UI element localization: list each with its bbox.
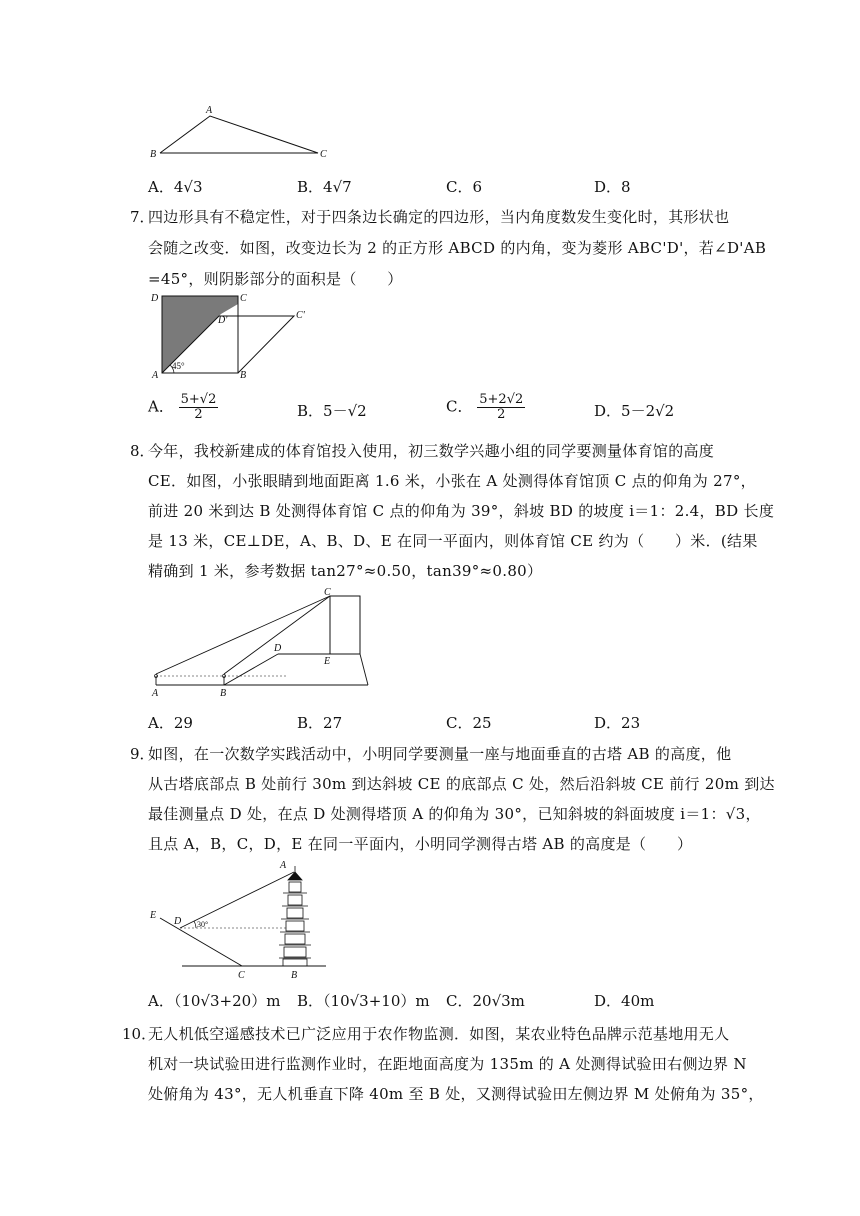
q6-label-b: B [150, 149, 157, 160]
q7-option-b: 5－√2 [323, 402, 367, 420]
q9-pagoda-figure [146, 860, 336, 982]
q6-option-d: 8 [621, 178, 631, 196]
q7-label-cprime: C' [296, 310, 305, 321]
q6-option-b-letter: B． [297, 178, 324, 196]
q7-label-c: C [240, 293, 247, 304]
q9-option-d: 40m [621, 992, 655, 1010]
q7-option-b-letter: B． [297, 402, 324, 420]
q10-text-line-3: 处俯角为 43°，无人机垂直下降 40m 至 B 处，又测得试验田左侧边界 M 处俯角为 35°， [148, 1085, 764, 1103]
q8-label-b: B [220, 688, 227, 699]
q9-option-d-letter: D． [594, 992, 622, 1010]
q9-text-line-4: 且点 A，B，C，D，E 在同一平面内，小明同学测得古塔 AB 的高度是（ ） [148, 835, 693, 853]
q7-label-dprime: D' [218, 315, 228, 326]
q6-option-a: 4√3 [173, 178, 203, 196]
q10-text-line-1: 无人机低空遥感技术已广泛应用于农作物监测．如图，某农业特色品牌示范基地用无人 [148, 1025, 730, 1043]
q7-text-line-1: 四边形具有不稳定性，对于四条边长确定的四边形，当内角度数发生变化时，其形状也 [148, 208, 730, 226]
q6-option-a-letter: A． [148, 178, 174, 196]
q9-label-b: B [291, 970, 298, 981]
q8-option-b: 27 [323, 714, 343, 732]
q10-text-line-2: 机对一块试验田进行监测作业时，在距地面高度为 135m 的 A 处测得试验田右侧边界 N [148, 1055, 747, 1073]
q7-text-line-3: =45°，则阴影部分的面积是（ ） [148, 270, 403, 288]
q7-option-a-denominator: 2 [194, 407, 203, 422]
q8-option-a: 29 [173, 714, 193, 732]
q7-option-c-denominator: 2 [497, 407, 506, 422]
q8-option-c-letter: C． [446, 714, 473, 732]
q6-option-b: 4√7 [323, 178, 352, 196]
q9-text-line-2: 从古塔底部点 B 处前行 30m 到达斜坡 CE 的底部点 C 处，然后沿斜坡 CE 前行 20m 到达 [148, 775, 775, 793]
q8-gym-figure [148, 586, 378, 704]
q9-option-b-letter: B． [297, 992, 324, 1010]
q6-label-c: C [320, 149, 327, 160]
q8-label-d: D [274, 643, 282, 654]
q9-number: 9． [130, 745, 155, 763]
q6-option-d-letter: D． [594, 178, 622, 196]
q7-option-a-numerator: 5+√2 [180, 392, 217, 407]
q8-text-line-4: 是 13 米，CE⊥DE，A、B、D、E 在同一平面内，则体育馆 CE 约为（ ）米．(结果 [148, 532, 758, 550]
q8-label-c: C [324, 587, 331, 598]
q9-label-c: C [238, 970, 245, 981]
q9-text-line-1: 如图，在一次数学实践活动中，小明同学要测量一座与地面垂直的古塔 AB 的高度，他 [148, 745, 732, 763]
pagoda-icon [279, 866, 311, 966]
q9-label-e: E [150, 910, 157, 921]
q6-label-a: A [206, 105, 213, 116]
q8-number: 8． [130, 442, 155, 460]
q8-text-line-3: 前进 20 米到达 B 处测得体育馆 C 点的仰角为 39°，斜坡 BD 的坡度 i＝1：2.4，BD 长度 [148, 502, 775, 520]
q8-text-line-1: 今年，我校新建成的体育馆投入使用，初三数学兴趣小组的同学要测量体育馆的高度 [148, 442, 715, 460]
q9-label-d: D [174, 916, 182, 927]
q6-option-c-letter: C． [446, 178, 473, 196]
q8-label-a: A [152, 688, 159, 699]
q7-option-a-letter: A． [148, 397, 174, 416]
q7-angle-label: 45° [172, 361, 185, 371]
q6-option-c: 6 [472, 178, 483, 196]
q7-text-line-2: 会随之改变．如图，改变边长为 2 的正方形 ABCD 的内角，变为菱形 ABC'D'，若∠D'AB [148, 239, 767, 257]
q7-label-a: A [152, 370, 159, 381]
q8-option-c: 25 [472, 714, 492, 732]
q8-label-e: E [324, 656, 331, 667]
q7-number: 7． [130, 208, 155, 226]
q7-option-c-numerator: 5+2√2 [479, 392, 524, 407]
q9-option-b: （10√3+10）m [323, 992, 430, 1010]
q6-triangle-figure [140, 100, 340, 164]
q8-option-b-letter: B． [297, 714, 324, 732]
q7-rhombus-figure [148, 290, 318, 382]
q9-label-a: A [280, 860, 287, 871]
q8-option-d-letter: D． [594, 714, 622, 732]
q9-option-c-letter: C． [446, 992, 473, 1010]
q7-label-b: B [240, 370, 247, 381]
q8-text-line-5: 精确到 1 米，参考数据 tan27°≈0.50，tan39°≈0.80） [148, 562, 543, 580]
q10-number: 10． [122, 1025, 157, 1043]
q8-text-line-2: CE．如图，小张眼睛到地面距离 1.6 米，小张在 A 处测得体育馆顶 C 点的仰角为 27°， [148, 472, 756, 490]
q9-text-line-3: 最佳测量点 D 处，在点 D 处测得塔顶 A 的仰角为 30°，已知斜坡的斜面坡度 i＝1：√3， [148, 805, 761, 823]
q7-option-a [179, 393, 219, 422]
q9-option-a-letter: A． [148, 992, 174, 1010]
q7-option-d: 5－2√2 [621, 402, 675, 420]
q7-label-d: D [151, 293, 159, 304]
q8-option-d: 23 [621, 714, 641, 732]
q7-option-c-letter: C． [446, 397, 473, 416]
q9-option-c: 20√3m [472, 992, 525, 1010]
q9-option-a: （10√3+20）m [173, 992, 281, 1010]
q7-option-c [477, 393, 525, 422]
q7-option-d-letter: D． [594, 402, 622, 420]
q8-option-a-letter: A． [148, 714, 174, 732]
q9-angle-label: 30° [197, 920, 209, 929]
